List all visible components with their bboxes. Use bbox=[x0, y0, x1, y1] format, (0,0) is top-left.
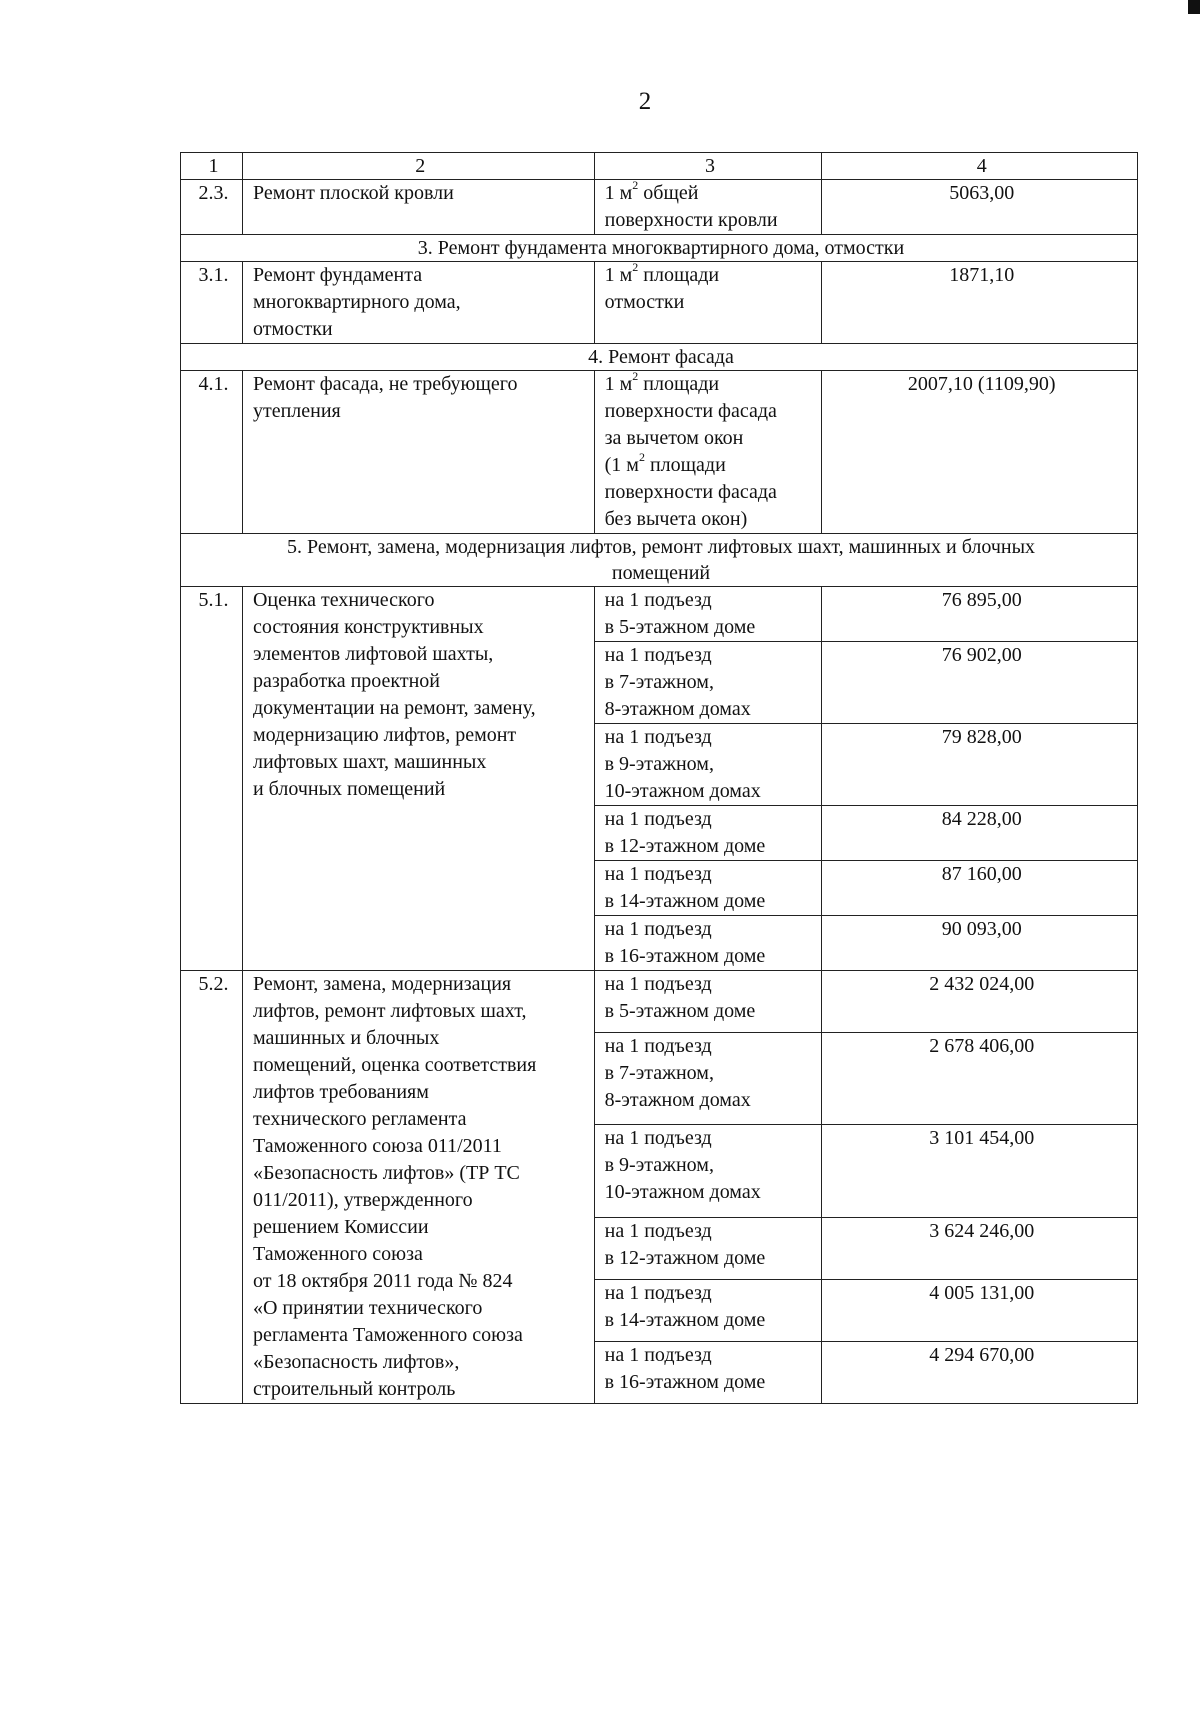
price-cell: 84 228,00 bbox=[822, 806, 1138, 861]
text-line: модернизацию лифтов, ремонт bbox=[252, 724, 517, 746]
table-header-row bbox=[181, 153, 1138, 180]
row-number: 3.1. bbox=[181, 262, 243, 344]
text-line: на 1 подъезд bbox=[604, 918, 712, 940]
text-line: 1 $м^2$ площади bbox=[604, 260, 720, 286]
text-line: многоквартирного дома, bbox=[252, 291, 461, 313]
text-line: на 1 подъезд bbox=[604, 726, 712, 748]
text-line: лифтов, ремонт лифтовых шахт, bbox=[252, 1000, 527, 1022]
table-row bbox=[181, 587, 1138, 642]
text-line: строительный контроль bbox=[252, 1378, 456, 1400]
work-description bbox=[242, 262, 594, 344]
text-line: 10-этажном домах bbox=[604, 1181, 761, 1204]
text-line: поверхности фасада bbox=[604, 400, 777, 422]
text-line: документации на ремонт, замену, bbox=[252, 697, 536, 719]
text-line: на 1 подъезд bbox=[604, 808, 712, 830]
text-line: помещений bbox=[611, 562, 711, 584]
text-line: утепления bbox=[252, 400, 341, 422]
row-number: 5.2. bbox=[181, 971, 243, 1404]
section-title: 4. Ремонт фасада bbox=[181, 344, 1138, 371]
corner-mark bbox=[1188, 0, 1200, 14]
table-row bbox=[181, 971, 1138, 1033]
price-cell: 3 101 454,00 bbox=[822, 1125, 1138, 1217]
text-line: Ремонт, замена, модернизация bbox=[252, 973, 512, 995]
section-header-4 bbox=[181, 344, 1138, 371]
text-line: разработка проектной bbox=[252, 670, 440, 692]
price-cell: 5063,00 bbox=[822, 180, 1138, 235]
text-line: регламента Таможенного союза bbox=[252, 1324, 523, 1346]
row-number: 4.1. bbox=[181, 371, 243, 534]
text-line: 011/2011), утвержденного bbox=[252, 1189, 473, 1211]
text-line: в 5-этажном доме bbox=[604, 616, 756, 638]
price-cell: 2 432 024,00 bbox=[822, 971, 1138, 1033]
page-number: 2 bbox=[638, 88, 652, 115]
text-line: 5. Ремонт, замена, модернизация лифтов, ремонт лифтовых шахт, машинных и блочных bbox=[286, 536, 1036, 558]
price-cell: 87 160,00 bbox=[822, 861, 1138, 916]
text-line: и блочных помещений bbox=[252, 778, 446, 800]
unit-cell bbox=[594, 1125, 822, 1217]
text-line: Ремонт фасада, не требующего bbox=[252, 373, 518, 395]
header-col-2: 2 bbox=[242, 153, 594, 180]
group-5-2 bbox=[181, 971, 1138, 1404]
text-line: в 12-этажном доме bbox=[604, 835, 766, 857]
text-line: отмостки bbox=[252, 318, 333, 340]
text-line: помещений, оценка соответствия bbox=[252, 1054, 537, 1076]
price-cell: 76 902,00 bbox=[822, 642, 1138, 724]
text-line: на 1 подъезд bbox=[604, 589, 712, 611]
text-line: 10-этажном домах bbox=[604, 780, 761, 802]
text-line: 8-этажном домах bbox=[604, 1089, 751, 1112]
unit-cell bbox=[594, 861, 822, 916]
unit-cell bbox=[594, 724, 822, 806]
unit-cell bbox=[594, 916, 822, 971]
text-line: лифтовых шахт, машинных bbox=[252, 751, 487, 773]
text-line: Оценка технического bbox=[252, 589, 435, 611]
unit-cell bbox=[594, 1217, 822, 1279]
text-line: «Безопасность лифтов», bbox=[252, 1351, 460, 1373]
work-description bbox=[242, 371, 594, 534]
price-cell: 4 005 131,00 bbox=[822, 1279, 1138, 1341]
text-line: на 1 подъезд bbox=[604, 1219, 712, 1242]
text-line: в 5-этажном доме bbox=[604, 1000, 756, 1022]
text-line: в 16-этажном доме bbox=[604, 1370, 766, 1393]
text-line: на 1 подъезд bbox=[604, 644, 712, 666]
text-line: машинных и блочных bbox=[252, 1027, 440, 1049]
text-line: на 1 подъезд bbox=[604, 1343, 712, 1366]
work-description bbox=[242, 971, 594, 1404]
section-header-3 bbox=[181, 235, 1138, 262]
header-col-3: 3 bbox=[594, 153, 822, 180]
unit-cell bbox=[594, 971, 822, 1033]
price-cell: 76 895,00 bbox=[822, 587, 1138, 642]
table-row bbox=[181, 371, 1138, 534]
text-line: на 1 подъезд bbox=[604, 1281, 712, 1304]
text-line: отмостки bbox=[604, 291, 685, 313]
table-row bbox=[181, 180, 1138, 235]
text-line: в 9-этажном, bbox=[604, 1154, 714, 1177]
text-line: 1 $м^2$ общей bbox=[604, 178, 699, 204]
unit-cell bbox=[594, 642, 822, 724]
header-col-4: 4 bbox=[822, 153, 1138, 180]
unit-cell bbox=[594, 806, 822, 861]
text-line: 1 $м^2$ площади bbox=[604, 369, 720, 395]
unit-cell bbox=[594, 1341, 822, 1403]
text-line: 8-этажном домах bbox=[604, 698, 751, 720]
row-number: 5.1. bbox=[181, 587, 243, 971]
text-line: решением Комиссии bbox=[252, 1216, 429, 1238]
text-line: «Безопасность лифтов» (ТР ТС bbox=[252, 1162, 520, 1184]
text-line: на 1 подъезд bbox=[604, 1035, 712, 1058]
text-line: состояния конструктивных bbox=[252, 616, 484, 638]
text-line: за вычетом окон bbox=[604, 427, 744, 449]
text-line: без вычета окон) bbox=[604, 508, 748, 530]
price-cell: 2 678 406,00 bbox=[822, 1033, 1138, 1125]
text-line: элементов лифтовой шахты, bbox=[252, 643, 494, 665]
text-line: в 9-этажном, bbox=[604, 753, 714, 775]
work-description: Ремонт плоской кровли bbox=[242, 180, 594, 235]
price-cell: 79 828,00 bbox=[822, 724, 1138, 806]
text-line: технического регламента bbox=[252, 1108, 467, 1130]
price-cell: 3 624 246,00 bbox=[822, 1217, 1138, 1279]
price-cell: 4 294 670,00 bbox=[822, 1341, 1138, 1403]
text-line: в 16-этажном доме bbox=[604, 945, 766, 967]
unit-cell bbox=[594, 371, 822, 534]
group-5-1 bbox=[181, 587, 1138, 971]
unit-cell bbox=[594, 1033, 822, 1125]
unit-cell bbox=[594, 262, 822, 344]
text-line: (1 $м^2$ площади bbox=[604, 450, 726, 476]
price-table bbox=[180, 152, 1138, 1404]
text-line: поверхности кровли bbox=[604, 209, 778, 231]
text-line: на 1 подъезд bbox=[604, 863, 712, 885]
section-title: 3. Ремонт фундамента многоквартирного дома, отмостки bbox=[181, 235, 1138, 262]
header-col-1: 1 bbox=[181, 153, 243, 180]
text-line: на 1 подъезд bbox=[604, 1127, 712, 1150]
text-line: Ремонт фундамента bbox=[252, 264, 423, 286]
unit-cell bbox=[594, 180, 822, 235]
price-cell: 2007,10 (1109,90) bbox=[822, 371, 1138, 534]
text-line: Таможенного союза 011/2011 bbox=[252, 1135, 502, 1157]
row-number: 2.3. bbox=[181, 180, 243, 235]
text-line: поверхности фасада bbox=[604, 481, 777, 503]
unit-cell bbox=[594, 1279, 822, 1341]
text-line: лифтов требованиям bbox=[252, 1081, 429, 1103]
price-cell: 1871,10 bbox=[822, 262, 1138, 344]
text-line: в 14-этажном доме bbox=[604, 890, 766, 912]
text-line: от 18 октября 2011 года № 824 bbox=[252, 1270, 513, 1292]
text-line: в 7-этажном, bbox=[604, 671, 714, 693]
section-title bbox=[181, 534, 1138, 587]
text-line: в 12-этажном доме bbox=[604, 1246, 766, 1269]
text-line: Таможенного союза bbox=[252, 1243, 423, 1265]
table-row bbox=[181, 262, 1138, 344]
text-line: «О принятии технического bbox=[252, 1297, 483, 1319]
text-line: на 1 подъезд bbox=[604, 973, 712, 995]
work-description bbox=[242, 587, 594, 971]
section-header-5 bbox=[181, 534, 1138, 587]
price-cell: 90 093,00 bbox=[822, 916, 1138, 971]
unit-cell bbox=[594, 587, 822, 642]
text-line: в 14-этажном доме bbox=[604, 1308, 766, 1331]
text-line: в 7-этажном, bbox=[604, 1062, 714, 1085]
